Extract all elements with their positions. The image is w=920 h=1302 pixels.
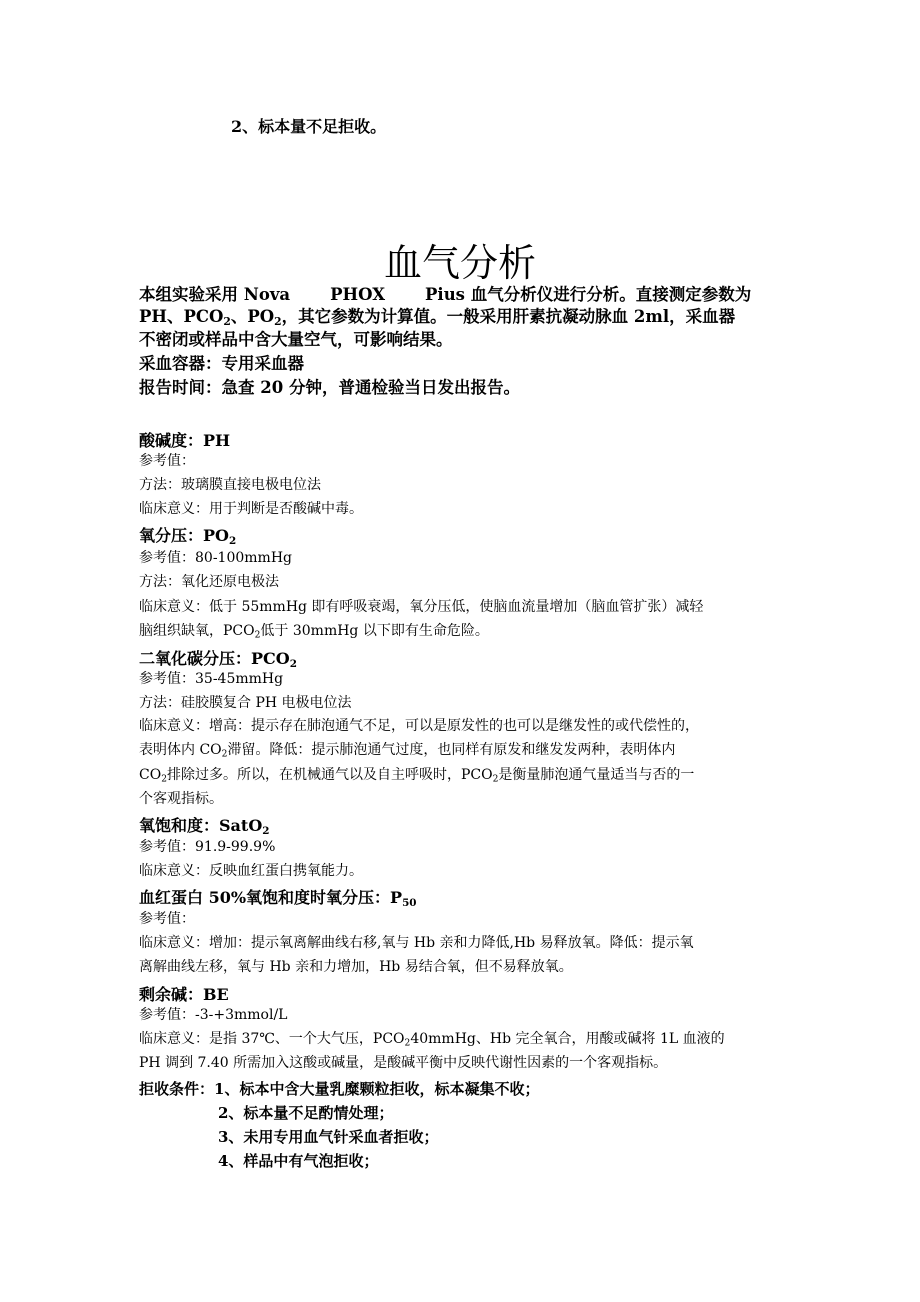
- reject-item-1: 拒收条件：1、标本中含大量乳糜颗粒拒收，标本凝集不收；: [139, 1080, 540, 1098]
- reject-item-3: 3、未用专用血气针采血者拒收；: [218, 1128, 439, 1146]
- sat-heading: 氧饱和度：SatO$_2$: [139, 816, 270, 838]
- po2-clinical-1: 临床意义：低于 55mmHg 即有呼吸衰竭，氧分压低，使脑血流量增加（脑血管扩张）减轻: [139, 599, 704, 615]
- reject-item-4: 4、样品中有气泡拒收；: [218, 1152, 379, 1170]
- p50-clinical-2: 离解曲线左移，氧与 Hb 亲和力增加，Hb 易结合氧，但不易释放氧。: [139, 959, 573, 975]
- ph-heading: 酸碱度：PH: [139, 431, 231, 450]
- page-title: 血气分析: [383, 241, 536, 285]
- p50-ref: 参考值：: [139, 911, 195, 927]
- intro-line-2: PH、$PCO_2$、$PO_2$，其它参数为计算值。一般采用肝素抗凝动脉血 2ml，采血器: [139, 307, 736, 329]
- po2-heading: 氧分压：$PO_2$: [139, 526, 237, 548]
- po2-method: 方法：氧化还原电极法: [139, 574, 279, 590]
- pco2-clinical-3: $CO_2$排除过多。所以，在机械通气以及自主呼吸时，$PCO_2$是衡量肺泡通气量适当与否的一: [139, 767, 695, 785]
- be-clinical-2: PH 调到 7.40 所需加入这酸或碱量，是酸碱平衡中反映代谢性因素的一个客观指标。: [139, 1055, 668, 1071]
- intro-line-1: 本组实验采用 Nova PHOX Pius 血气分析仪进行分析。直接测定参数为: [139, 285, 752, 304]
- pco2-clinical-1: 临床意义：增高：提示存在肺泡通气不足，可以是原发性的也可以是继发性的或代偿性的，: [139, 718, 699, 734]
- ph-method: 方法：玻璃膜直接电极电位法: [139, 477, 321, 493]
- pco2-clinical-4: 个客观指标。: [139, 791, 223, 807]
- po2-clinical-2: 脑组织缺氧，$PCO_2$低于 30mmHg 以下即有生命危险。: [139, 623, 489, 641]
- pco2-method: 方法：硅胶膜复合 PH 电极电位法: [139, 695, 352, 711]
- be-clinical-1: 临床意义：是指 37℃、一个大气压，$PCO_240mmHg$、Hb 完全氧合，用酸或碱将 1L 血液的: [139, 1031, 725, 1049]
- sat-clinical: 临床意义：反映血红蛋白携氧能力。: [139, 863, 363, 879]
- prev-section-item: 2、标本量不足拒收。: [231, 117, 387, 136]
- p50-heading: 血红蛋白 50%氧饱和度时氧分压：$P_{50}$: [139, 888, 417, 910]
- ph-clinical: 临床意义：用于判断是否酸碱中毒。: [139, 501, 363, 517]
- ph-ref: 参考值：: [139, 453, 195, 469]
- sample-container: 采血容器：专用采血器: [139, 354, 304, 373]
- sat-ref: 参考值：91.9-99.9%: [139, 839, 276, 855]
- pco2-ref: 参考值：35-45mmHg: [139, 671, 284, 687]
- be-ref: 参考值：-3-+3mmol/L: [139, 1007, 288, 1023]
- p50-clinical-1: 临床意义：增加：提示氧离解曲线右移,氧与 Hb 亲和力降低,Hb 易释放氧。降低：提示氧: [139, 935, 694, 951]
- pco2-heading: 二氧化碳分压：$PCO_2$: [139, 649, 297, 671]
- pco2-clinical-2: 表明体内 $CO_2$滞留。降低：提示肺泡通气过度，也同样有原发和继发发两种，表明体内: [139, 742, 676, 760]
- reject-item-2: 2、标本量不足酌情处理；: [218, 1104, 394, 1122]
- report-time: 报告时间：急查 20 分钟，普通检验当日发出报告。: [139, 378, 520, 397]
- intro-line-3: 不密闭或样品中含大量空气，可影响结果。: [139, 330, 453, 349]
- be-heading: 剩余碱：BE: [139, 985, 229, 1004]
- po2-ref: 参考值：80-100mmHg: [139, 550, 292, 566]
